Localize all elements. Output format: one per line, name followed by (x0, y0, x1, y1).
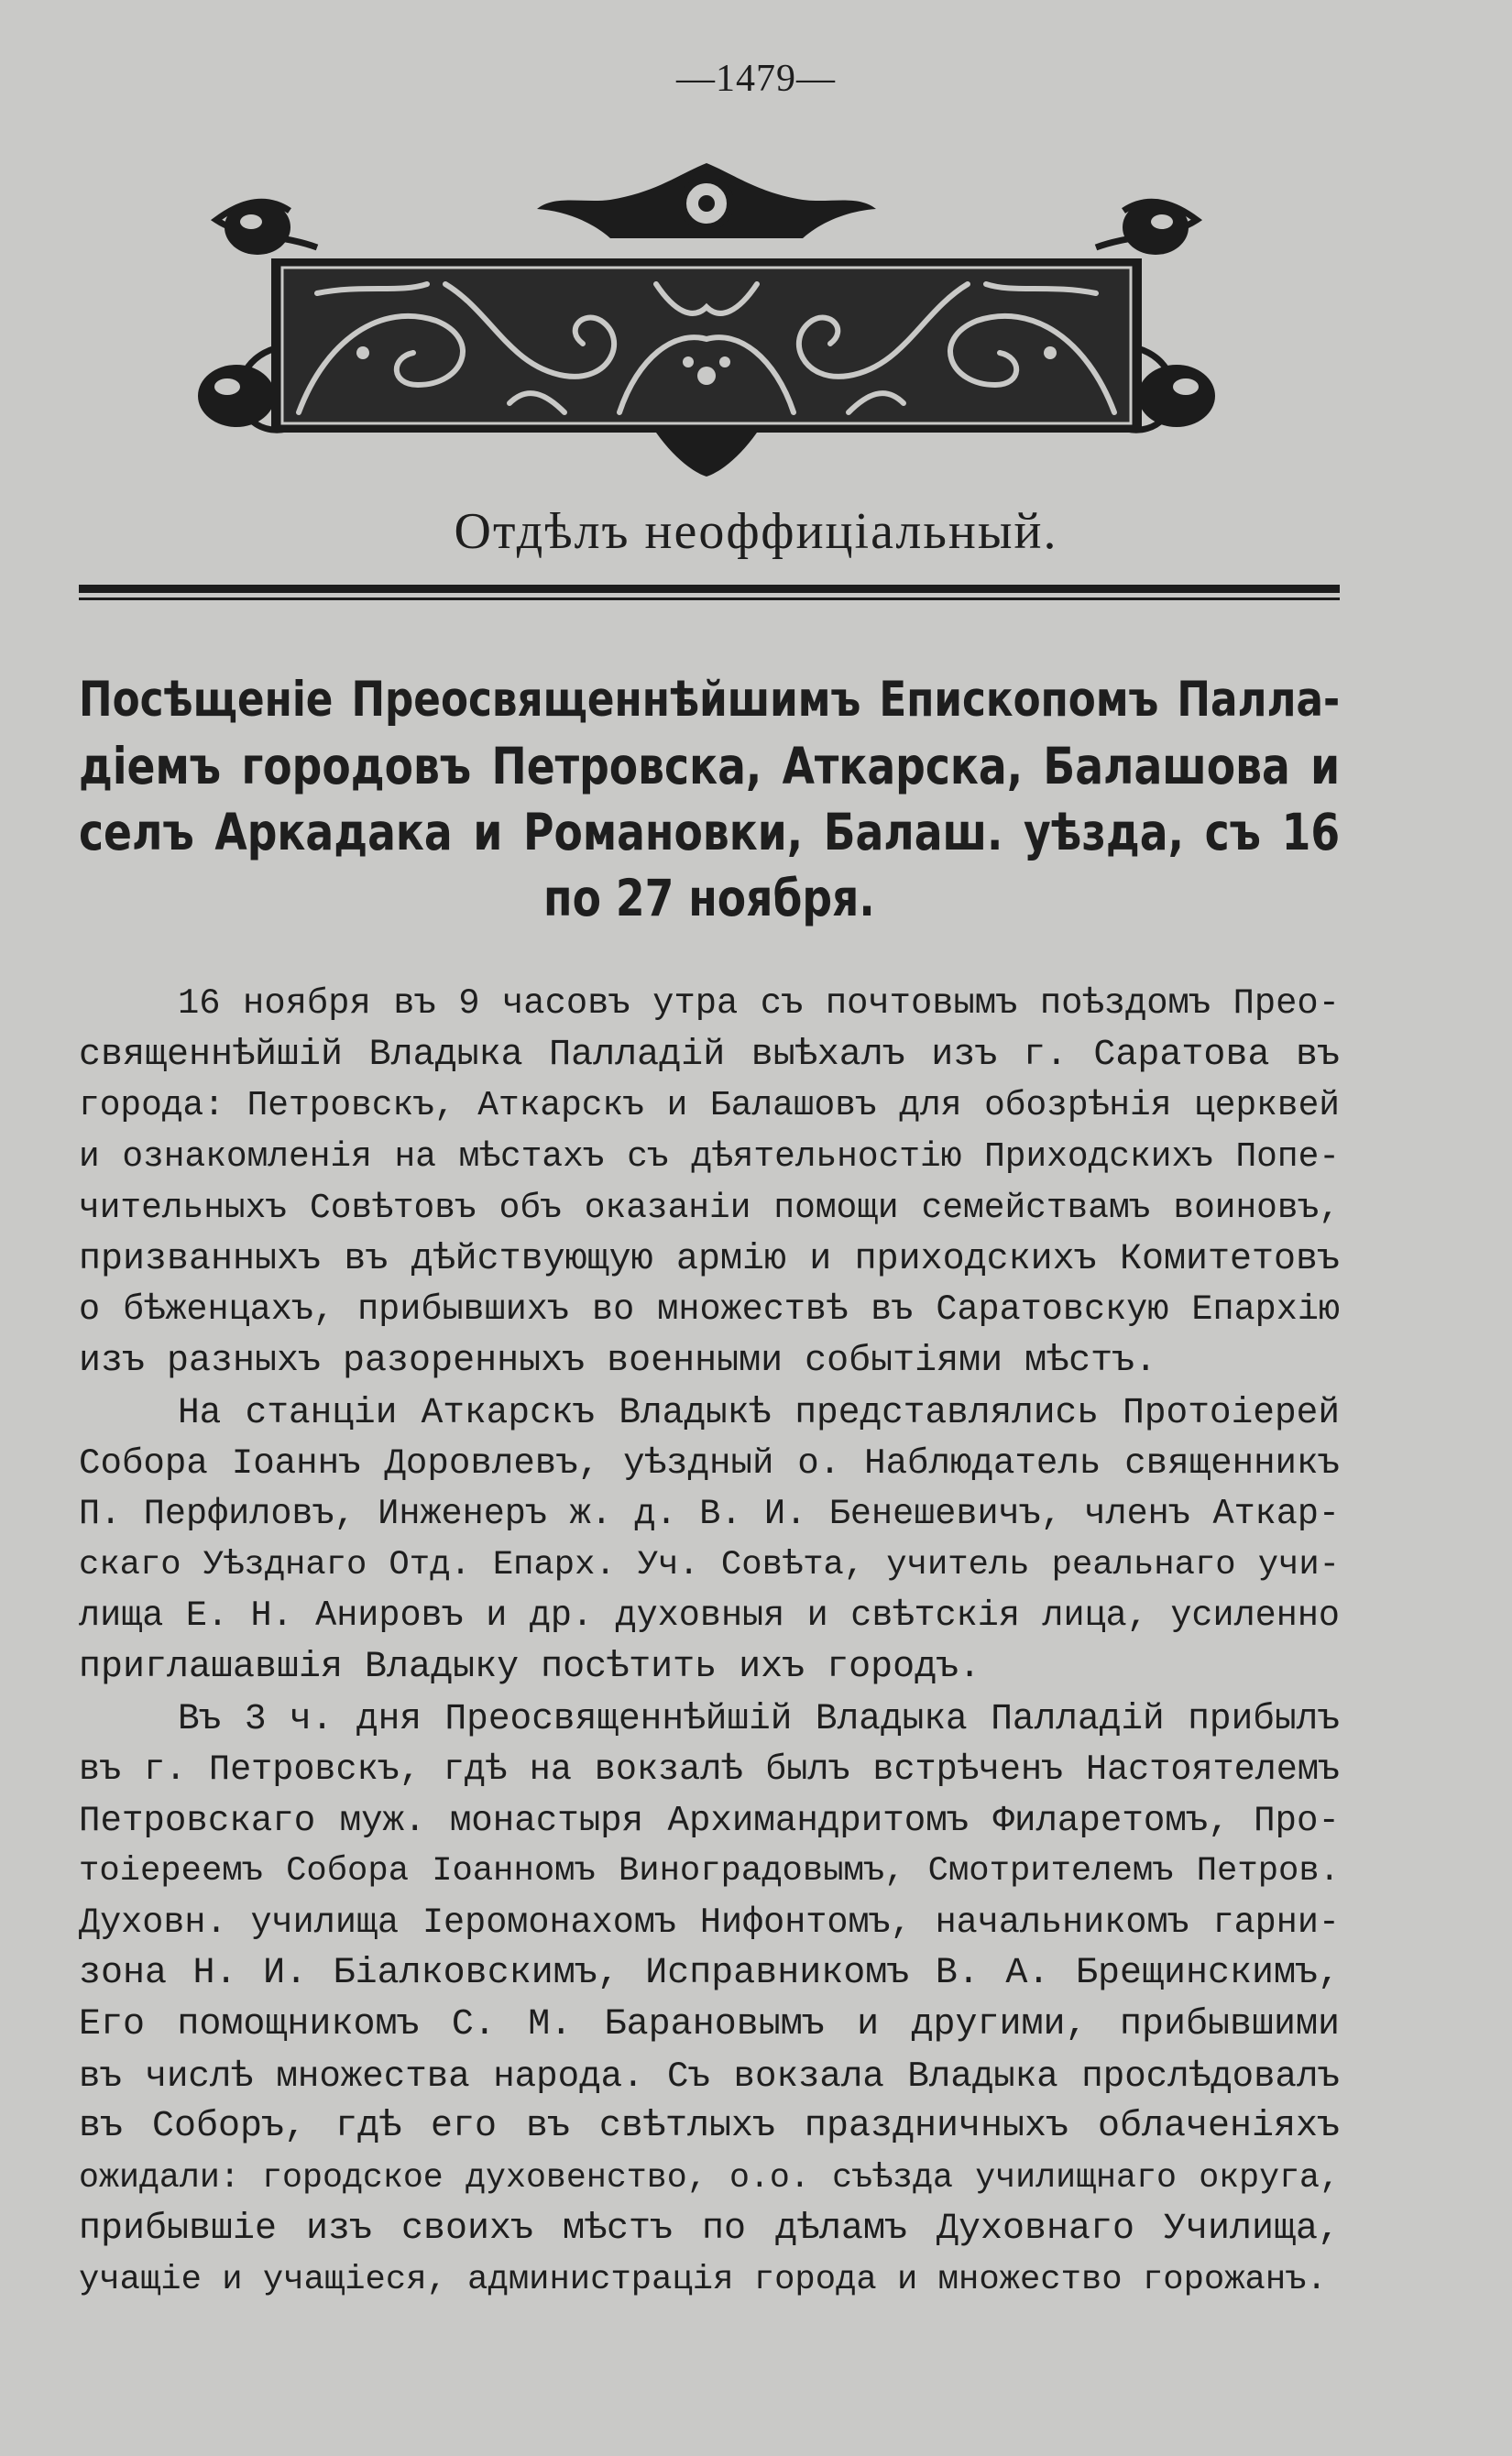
text-line: тоіереемъ Собора Іоанномъ Виноградовымъ, Смотрителемъ Петров. (79, 1851, 1340, 1891)
title-rule-thin (79, 598, 1340, 600)
text-line: города: Петровскъ, Аткарскъ и Балашовъ для обозрѣнія церквей (79, 1086, 1340, 1126)
text-line: Собора Іоаннъ Доровлевъ, уѣздный о. Наблюдатель священникъ (79, 1442, 1340, 1485)
section-title: Отдѣлъ неоффиціальный. (454, 503, 1058, 560)
text-line: изъ разныхъ разоренныхъ военными событіями мѣстъ. (79, 1340, 1157, 1382)
text-line: 16 ноября въ 9 часовъ утра съ почтовымъ поѣздомъ Прео- (178, 983, 1340, 1024)
headline-line: Посѣщеніе Преосвященнѣйшимъ Епископомъ Палла- (79, 672, 1341, 728)
text-line: приглашавшія Владыку посѣтить ихъ городъ. (79, 1647, 981, 1689)
text-line: Его помощникомъ С. М. Барановымъ и другими, прибывшими (79, 2004, 1340, 2046)
floral-headpiece-ornament (180, 156, 1233, 495)
article-body (79, 979, 1340, 2306)
text-line: Духовн. училища Іеромонахомъ Нифонтомъ, начальникомъ гарни- (79, 1902, 1340, 1943)
headline-line: діемъ городовъ Петровска, Аткарска, Балашова и (79, 737, 1341, 795)
text-line: чительныхъ Совѣтовъ объ оказаніи помощи семействамъ воиновъ, (79, 1188, 1340, 1228)
text-line: призванныхъ въ дѣйствующую армію и приходскихъ Комитетовъ (79, 1238, 1340, 1280)
text-line: На станціи Аткарскъ Владыкѣ представлялись Протоіерей (178, 1391, 1340, 1433)
text-line: и ознакомленія на мѣстахъ съ дѣятельностію Приходскихъ Попе- (79, 1137, 1340, 1178)
article-headline (79, 667, 1340, 931)
text-line: Въ 3 ч. дня Преосвященнѣйшій Владыка Палладій прибылъ (178, 1697, 1340, 1739)
text-line: въ числѣ множества народа. Съ вокзала Владыка прослѣдовалъ (79, 2055, 1340, 2097)
text-line: учащіе и учащіеся, администрація города и множество горожанъ. (79, 2260, 1327, 2299)
text-line: въ г. Петровскъ, гдѣ на вокзалѣ былъ встрѣченъ Настоятелемъ (79, 1749, 1340, 1790)
headline-line-last (79, 865, 1340, 931)
text-line: о бѣженцахъ, прибывшихъ во множествѣ въ Саратовскую Епархію (79, 1289, 1340, 1331)
text-line: скаго Уѣзднаго Отд. Епарх. Уч. Совѣта, учитель реальнаго учи- (79, 1545, 1340, 1584)
text-line: лища Е. Н. Анировъ и др. духовныя и свѣтскія лица, усиленно (79, 1595, 1340, 1637)
text-line: Петровскаго муж. монастыря Архимандритомъ Филаретомъ, Про- (79, 1800, 1340, 1842)
text-line: П. Перфиловъ, Инженеръ ж. д. В. И. Бенешевичъ, членъ Аткар- (79, 1494, 1340, 1535)
text-line: въ Соборъ, гдѣ его въ свѣтлыхъ праздничныхъ облаченіяхъ (79, 2106, 1340, 2148)
headline-line: селъ Аркадака и Романовки, Балаш. уѣзда, съ 16 (79, 803, 1341, 861)
page-number: —1479— (676, 58, 836, 100)
headline-line: по 27 ноября. (543, 869, 875, 927)
text-line: зона Н. И. Біалковскимъ, Исправникомъ В. А. Брещинскимъ, (79, 1953, 1340, 1995)
text-line: священнѣйшій Владыка Палладій выѣхалъ изъ г. Саратова въ (79, 1034, 1340, 1076)
text-line: прибывшіе изъ своихъ мѣстъ по дѣламъ Духовнаго Училища, (79, 2208, 1340, 2250)
text-line: ожидали: городское духовенство, о.о. съѣзда училищнаго округа, (79, 2159, 1340, 2198)
title-rule-thick (79, 585, 1340, 593)
